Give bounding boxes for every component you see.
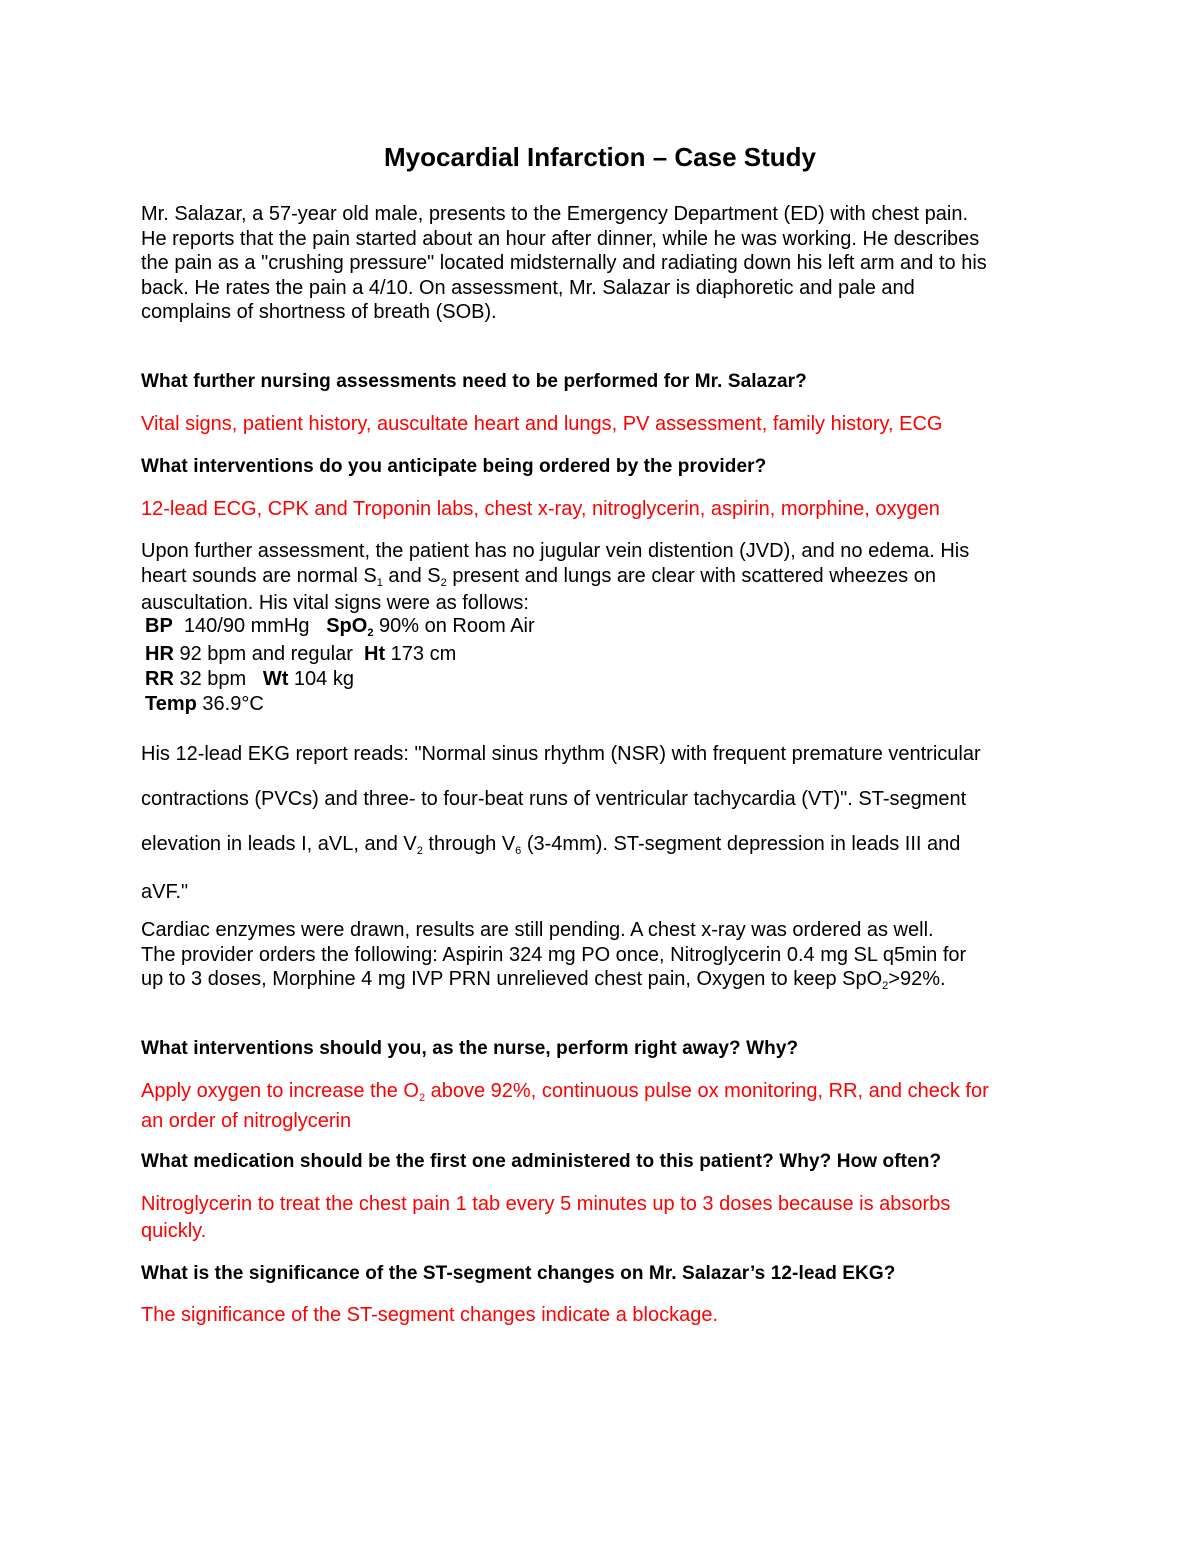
- intro-line: the pain as a "crushing pressure" located midsternally and radiating down his left arm and to his: [141, 252, 987, 274]
- answer-1: Vital signs, patient history, auscultate heart and lungs, PV assessment, family history, ECG: [141, 413, 943, 435]
- ekg-line: contractions (PVCs) and three- to four-beat runs of ventricular tachycardia (VT)". ST-segment: [141, 788, 967, 810]
- assessment-line: auscultation. His vital signs were as follows:: [141, 592, 529, 614]
- intro-line: Mr. Salazar, a 57-year old male, presents to the Emergency Department (ED) with chest pain.: [141, 203, 969, 225]
- assessment-line: heart sounds are normal $S_1$ and $S_2$ present and lungs are clear with scattered wheezes on: [141, 564, 936, 589]
- vitals-row-temp: Temp 36.9°C: [145, 693, 264, 715]
- question-4: What medication should be the first one administered to this patient? Why? How often?: [141, 1151, 942, 1172]
- answer-4: [141, 1191, 1071, 1245]
- case-introduction: [141, 202, 1071, 325]
- ekg-line: elevation in leads I, aVL, and $V_2$ through $V_6$ (3-4mm). ST-segment depression in leads III and: [141, 833, 961, 857]
- question-1: What further nursing assessments need to be performed for Mr. Salazar?: [141, 371, 807, 392]
- intro-line: He reports that the pain started about an hour after dinner, while he was working. He describes: [141, 227, 980, 250]
- answer-line: Apply oxygen to increase the $O_2$ above 92%, continuous pulse ox monitoring, RR, and check for: [141, 1080, 989, 1104]
- ekg-line: aVF.": [141, 881, 189, 903]
- ekg-report: [141, 732, 1071, 915]
- answer-line: an order of nitroglycerin: [141, 1110, 352, 1132]
- answer-2: 12-lead ECG, CPK and Troponin labs, chest x-ray, nitroglycerin, aspirin, morphine, oxygen: [141, 498, 940, 520]
- orders-line: up to 3 doses, Morphine 4 mg IVP PRN unrelieved chest pain, Oxygen to keep SpO$_2$>92%.: [141, 968, 946, 992]
- vitals-row-rr: RR 32 bpm Wt 104 kg: [145, 668, 354, 690]
- answer-line: Nitroglycerin to treat the chest pain 1 tab every 5 minutes up to 3 doses because is absorbs: [141, 1193, 951, 1215]
- orders-line: The provider orders the following: Aspirin 324 mg PO once, Nitroglycerin 0.4 mg SL q5min for: [141, 943, 967, 966]
- provider-orders: [141, 918, 1071, 995]
- ekg-line: His 12-lead EKG report reads: "Normal sinus rhythm (NSR) with frequent premature ventricular: [141, 743, 981, 765]
- question-3: What interventions should you, as the nurse, perform right away? Why?: [141, 1038, 799, 1059]
- assessment-line: Upon further assessment, the patient has no jugular vein distention (JVD), and no edema. His: [141, 540, 970, 562]
- further-assessment: [141, 539, 1071, 616]
- vitals-row-bp: BP 140/90 mmHg SpO$_2$ 90% on Room Air: [145, 615, 535, 639]
- question-2: What interventions do you anticipate being ordered by the provider?: [141, 456, 767, 477]
- vitals-row-hr: HR 92 bpm and regular Ht 173 cm: [145, 643, 457, 665]
- question-5: What is the significance of the ST-segment changes on Mr. Salazar’s 12-lead EKG?: [141, 1263, 896, 1284]
- answer-3: [141, 1078, 1071, 1135]
- intro-line: complains of shortness of breath (SOB).: [141, 301, 497, 323]
- page-title: Myocardial Infarction – Case Study: [383, 142, 816, 172]
- answer-5: The significance of the ST-segment changes indicate a blockage.: [141, 1304, 719, 1326]
- orders-line: Cardiac enzymes were drawn, results are still pending. A chest x-ray was ordered as well.: [141, 919, 934, 941]
- intro-line: back. He rates the pain a 4/10. On assessment, Mr. Salazar is diaphoretic and pale and: [141, 276, 915, 299]
- vital-signs: [145, 614, 1075, 717]
- answer-line: quickly.: [141, 1220, 207, 1242]
